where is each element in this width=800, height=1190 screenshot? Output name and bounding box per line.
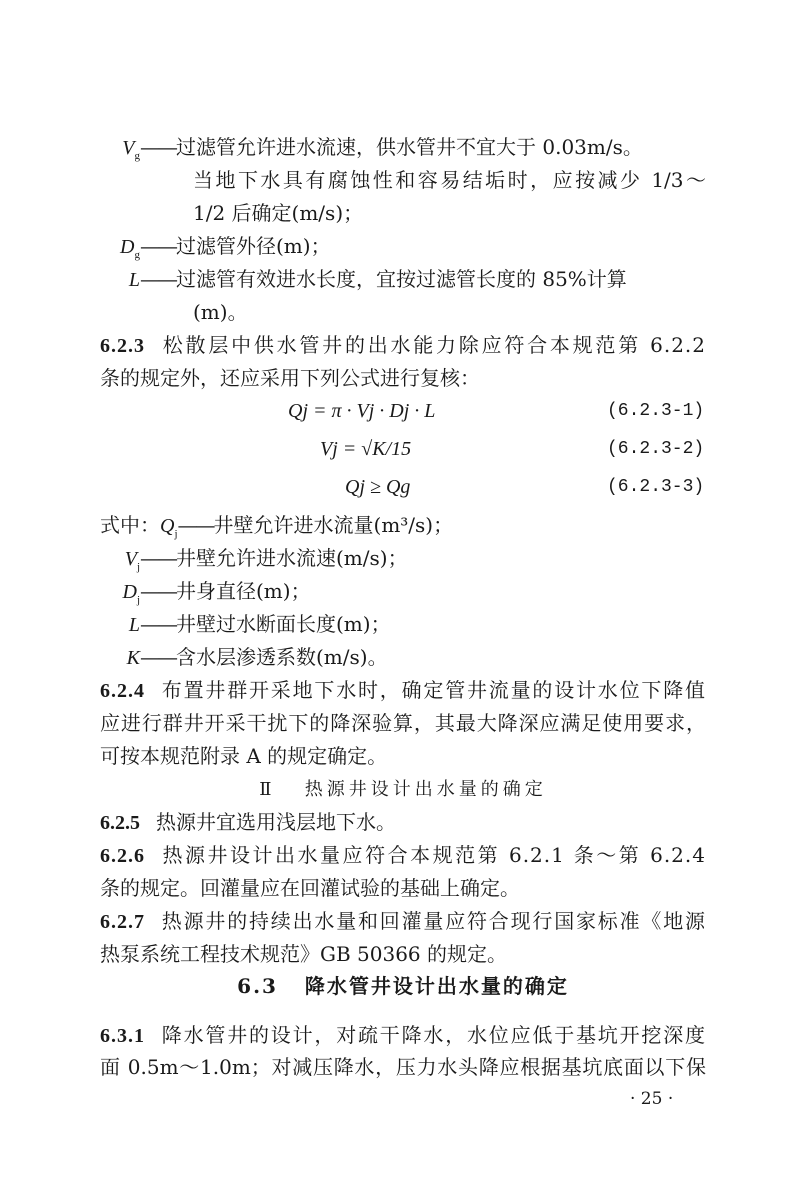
dash: ——: [140, 612, 176, 636]
clause-text: 条的规定。回灌量应在回灌试验的基础上确定。: [100, 876, 520, 900]
dash: ——: [140, 645, 176, 669]
equation-expression: Qj = π · Vj · Dj · L: [288, 400, 436, 422]
dash: ——: [140, 546, 176, 570]
definition-vj: [100, 542, 408, 575]
equation-1: [0, 395, 800, 428]
equation-3: [0, 471, 800, 504]
clause-text: 可按本规范附录 A 的规定确定。: [100, 744, 388, 768]
clause-text: 松散层中供水管井的出水能力除应符合本规范第 6.2.2: [161, 333, 706, 357]
clause-6-2-6: [100, 839, 706, 872]
section-heading: [100, 970, 706, 1003]
clause-text: 应进行群井开采干扰下的降深验算，其最大降深应满足使用要求，: [100, 711, 706, 735]
definition-text: 过滤管有效进水长度，宜按过滤管长度的 85%计算: [176, 267, 627, 291]
definition-k: [100, 641, 388, 674]
clause-6-2-3: [100, 329, 706, 362]
clause-text: 热源井设计出水量应符合本规范第 6.2.1 条～第 6.2.4: [161, 843, 706, 867]
clause-number: 6.2.6: [100, 845, 145, 867]
page-number: · 25 ·: [630, 1089, 674, 1109]
clause-text: 面 0.5m～1.0m；对减压降水，压力水头降应根据基坑底面以下保: [100, 1055, 706, 1079]
clause-6-3-1: [100, 1019, 706, 1052]
equation-number: (6.2.3-3): [607, 477, 705, 497]
definition-text: 过滤管允许进水流速，供水管井不宜大于 0.03m/s。: [176, 135, 643, 159]
clause-number: 6.2.4: [100, 680, 145, 702]
clause-text: 热源井宜选用浅层地下水。: [156, 810, 396, 834]
symbol: $D_j$: [122, 581, 140, 606]
clause-text: 热泵系统工程技术规范》GB 50366 的规定。: [100, 942, 508, 966]
clause-text: 布置井群开采地下水时，确定管井流量的设计水位下降值: [161, 678, 706, 702]
definition-text: 井壁允许进水流速(m/s)；: [176, 546, 408, 570]
clause-text: 降水管井的设计，对疏干降水，水位应低于基坑开挖深度: [161, 1023, 706, 1047]
definition-text: 井壁过水断面长度(m)；: [176, 612, 391, 636]
equation-2: [0, 433, 800, 466]
definition-continuation: 当地下水具有腐蚀性和容易结垢时，应按减少 1/3～: [193, 168, 706, 192]
dash: ——: [140, 579, 176, 603]
symbol: L: [128, 614, 140, 636]
symbol: $D_g$: [120, 236, 140, 261]
symbol: L: [128, 269, 140, 291]
clause-text: 条的规定外，还应采用下列公式进行复核：: [100, 366, 480, 390]
dash: ——: [140, 234, 176, 258]
dash: ——: [140, 135, 176, 159]
definition-l: [100, 263, 706, 296]
symbol: $V_j$: [124, 548, 140, 573]
subsection-title: 热源井设计出水量的确定: [304, 779, 547, 800]
definition-continuation: (m)。: [193, 300, 248, 324]
equation-number: (6.2.3-2): [607, 439, 705, 459]
definition-vg: [100, 131, 706, 164]
equation-expression: Qj ≥ Qg: [345, 476, 411, 498]
clause-6-2-7: [100, 905, 706, 938]
clause-number: 6.2.3: [100, 335, 145, 357]
clause-6-2-4: [100, 674, 706, 707]
symbol: $V_g$: [122, 137, 140, 162]
dash: ——: [140, 267, 176, 291]
subsection-heading: [100, 773, 706, 806]
definition-text: 含水层渗透系数(m/s)。: [176, 645, 388, 669]
definition-continuation: 1/2 后确定(m/s)；: [193, 201, 364, 225]
equation-number: (6.2.3-1): [607, 401, 705, 421]
definition-text: 过滤管外径(m)；: [176, 234, 331, 258]
definition-l2: [100, 608, 391, 641]
dash: ——: [177, 513, 214, 537]
clause-6-2-5: [100, 806, 396, 839]
clause-number: 6.2.5: [100, 812, 140, 834]
definition-dj: [100, 575, 311, 608]
subsection-numeral: Ⅱ: [259, 779, 276, 800]
definition-text: 井壁允许进水流量(m³/s)；: [213, 513, 454, 537]
section-number: 6.3: [237, 974, 278, 998]
section-title: 降水管井设计出水量的确定: [304, 974, 569, 998]
symbol: $Q_j$: [160, 515, 178, 540]
clause-number: 6.3.1: [100, 1025, 145, 1047]
equation-expression: Vj = √K/15: [320, 438, 412, 460]
clause-text: 热源井的持续出水量和回灌量应符合现行国家标准《地源: [161, 909, 706, 933]
symbol: K: [126, 647, 140, 669]
definition-text: 井身直径(m)；: [176, 579, 311, 603]
where-label: 式中：: [100, 513, 160, 537]
definition-dg: [100, 230, 331, 263]
clause-number: 6.2.7: [100, 911, 145, 933]
definition-qj: [100, 509, 453, 542]
